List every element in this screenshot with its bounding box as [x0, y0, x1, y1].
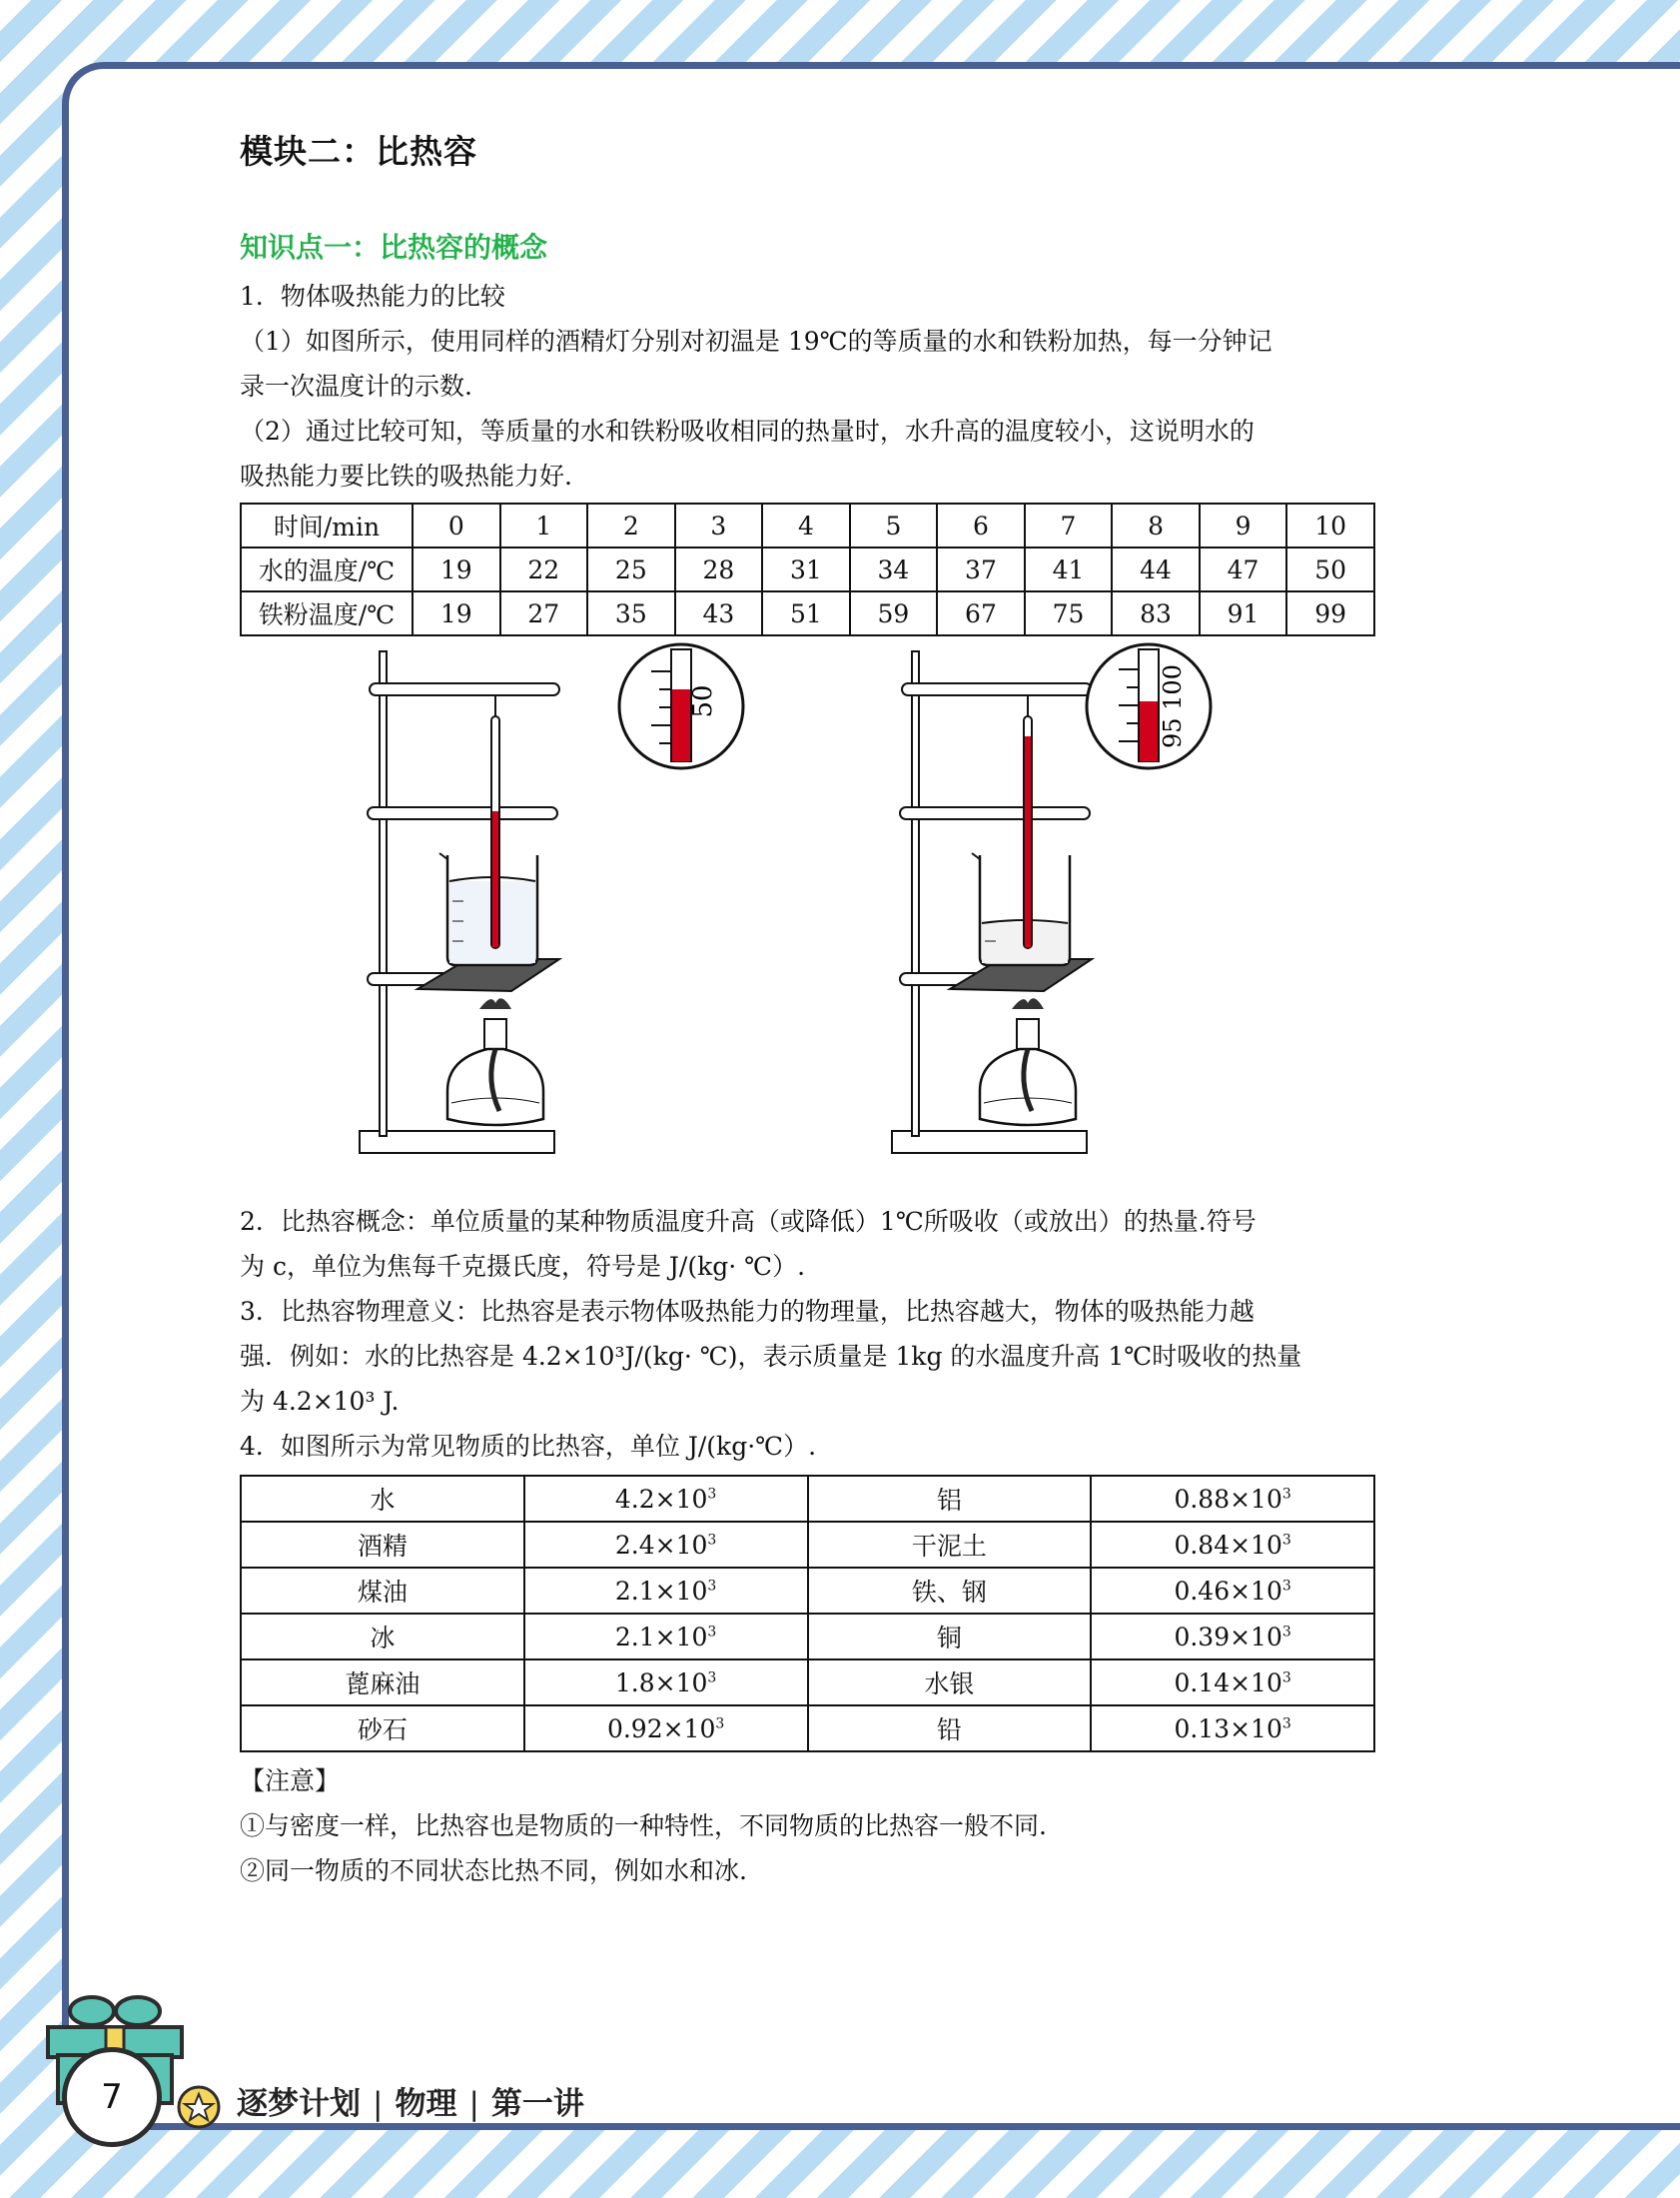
table-cell: 59 [850, 591, 938, 635]
table-cell: 干泥土 [808, 1522, 1092, 1568]
table-row [241, 1614, 1374, 1659]
heat-exponent: 3 [1281, 1669, 1291, 1686]
p2-line2: 为 c，单位为焦每千克摄氏度，符号是 J/(kg· ℃）. [240, 1252, 806, 1281]
table-cell: 47 [1200, 548, 1287, 591]
table-cell: 35 [587, 591, 675, 635]
table-cell: 67 [937, 591, 1025, 635]
table-cell [524, 1614, 808, 1659]
table-cell: 31 [762, 548, 850, 591]
heat-exponent: 3 [707, 1669, 717, 1686]
notes [240, 1758, 1378, 1893]
table-row [241, 504, 1374, 548]
table-cell: 51 [762, 591, 850, 635]
table-cell: 6 [937, 504, 1025, 548]
table-row [241, 1568, 1374, 1614]
heat-value: 0.84×10 [1174, 1530, 1282, 1560]
table-cell: 砂石 [241, 1705, 524, 1751]
p3-line1: 3．比热容物理意义：比热容是表示物体吸热能力的物理量，比热容越大，物体的吸热能力越 [240, 1297, 1255, 1326]
note-2: ②同一物质的不同状态比热不同，例如水和冰. [240, 1856, 747, 1885]
p1-line4: 吸热能力要比铁的吸热能力好. [240, 462, 572, 491]
table-row [241, 1522, 1374, 1568]
table-cell: 27 [500, 591, 588, 635]
footer [237, 2078, 584, 2123]
table-cell [1091, 1476, 1374, 1522]
p1-line1: （1）如图所示，使用同样的酒精灯分别对初温是 19℃的等质量的水和铁粉加热，每一分钟记 [240, 327, 1272, 356]
table-cell: 19 [413, 591, 500, 635]
table-cell: 铝 [808, 1476, 1092, 1522]
section-heading: 知识点一：比热容的概念 [240, 231, 548, 264]
heat-exponent: 3 [1281, 1578, 1291, 1595]
table-cell: 19 [413, 548, 500, 591]
heat-value: 4.2×10 [614, 1484, 708, 1514]
heat-exponent: 3 [1281, 1624, 1291, 1641]
p1-line3: （2）通过比较可知，等质量的水和铁粉吸收相同的热量时，水升高的温度较小，这说明水的 [240, 417, 1255, 446]
table-cell: 时间/min [241, 504, 413, 548]
table-cell [524, 1705, 808, 1751]
heat-value: 2.4×10 [614, 1530, 708, 1560]
table-cell: 3 [675, 504, 763, 548]
heat-exponent: 3 [707, 1624, 717, 1641]
paragraph-2-3-4 [240, 1199, 1378, 1469]
table-cell: 44 [1112, 548, 1200, 591]
iron-powder-apparatus [892, 651, 1092, 1153]
module-title: 模块二：比热容 [240, 132, 477, 171]
left-thermometer-gauge [619, 644, 743, 768]
footer-lecture: 第一讲 [490, 2086, 584, 2122]
heat-value: 1.8×10 [614, 1667, 708, 1697]
paragraph-1 [240, 274, 1378, 499]
note-title: 【注意】 [240, 1766, 341, 1795]
heat-value: 0.92×10 [606, 1713, 716, 1743]
footer-separator: | [468, 2086, 479, 2122]
table-cell: 25 [587, 548, 675, 591]
table-cell: 0 [413, 504, 500, 548]
table-cell: 75 [1025, 591, 1113, 635]
table-cell [524, 1568, 808, 1614]
table-cell: 5 [850, 504, 938, 548]
p1-line2: 录一次温度计的示数. [240, 372, 472, 401]
table-cell: 83 [1112, 591, 1200, 635]
table-cell: 铅 [808, 1705, 1092, 1751]
p3-line2: 强．例如：水的比热容是 4.2×10³J/(kg· ℃)，表示质量是 1kg 的水温度升高 1℃时吸收的热量 [240, 1342, 1302, 1371]
table-cell: 铜 [808, 1614, 1092, 1659]
right-gauge-label: 95 100 [1159, 664, 1187, 748]
p2-line1: 2．比热容概念：单位质量的某种物质温度升高（或降低）1℃所吸收（或放出）的热量.符号 [240, 1207, 1257, 1236]
table-cell [524, 1659, 808, 1705]
table-cell: 铁、钢 [808, 1568, 1092, 1614]
right-thermometer-gauge [1087, 644, 1211, 768]
table-cell: 冰 [241, 1614, 524, 1659]
table-cell: 9 [1200, 504, 1287, 548]
table-cell: 铁粉温度/℃ [241, 591, 413, 635]
table-cell [1091, 1614, 1374, 1659]
table-cell: 43 [675, 591, 763, 635]
table-cell [524, 1522, 808, 1568]
table-cell: 蓖麻油 [241, 1659, 524, 1705]
table-cell: 10 [1286, 504, 1374, 548]
table-row [241, 1705, 1374, 1751]
left-gauge-label: 50 [688, 684, 718, 718]
table-cell: 水 [241, 1476, 524, 1522]
table-row [241, 548, 1374, 591]
table-cell: 酒精 [241, 1522, 524, 1568]
table-cell: 4 [762, 504, 850, 548]
table-cell: 91 [1200, 591, 1287, 635]
table-cell [1091, 1659, 1374, 1705]
water-apparatus [360, 651, 559, 1153]
heat-exponent: 3 [707, 1578, 717, 1595]
table-row [241, 591, 1374, 635]
table-cell [1091, 1522, 1374, 1568]
experiment-figure [340, 641, 1187, 1161]
p3-line3: 为 4.2×10³ J. [240, 1387, 400, 1416]
heat-value: 2.1×10 [614, 1576, 708, 1606]
table-cell: 煤油 [241, 1568, 524, 1614]
table-cell: 7 [1025, 504, 1113, 548]
footer-separator: | [373, 2086, 384, 2122]
table-cell: 2 [587, 504, 675, 548]
p4-line1: 4．如图所示为常见物质的比热容，单位 J/(kg·℃）. [240, 1432, 817, 1461]
table-cell: 水银 [808, 1659, 1092, 1705]
heat-value: 0.13×10 [1174, 1713, 1282, 1743]
table-cell [1091, 1705, 1374, 1751]
heat-value: 0.46×10 [1174, 1576, 1282, 1606]
heat-exponent: 3 [1281, 1715, 1291, 1732]
heat-value: 0.39×10 [1174, 1622, 1282, 1651]
footer-subject: 物理 [395, 2086, 457, 2122]
heat-exponent: 3 [1281, 1486, 1291, 1503]
table-cell: 8 [1112, 504, 1200, 548]
heat-exponent: 3 [707, 1486, 717, 1503]
table-cell: 水的温度/℃ [241, 548, 413, 591]
table-row [241, 1476, 1374, 1522]
table-cell: 22 [500, 548, 588, 591]
table-cell: 1 [500, 504, 588, 548]
footer-brand: 逐梦计划 [237, 2086, 361, 2122]
p1-title: 1．物体吸热能力的比较 [240, 282, 505, 311]
table-cell: 37 [937, 548, 1025, 591]
table-row [241, 1659, 1374, 1705]
heat-exponent: 3 [715, 1715, 725, 1732]
table-cell [524, 1476, 808, 1522]
table-cell: 34 [850, 548, 938, 591]
heat-exponent: 3 [1281, 1532, 1291, 1549]
table-cell: 28 [675, 548, 763, 591]
table-cell: 50 [1286, 548, 1374, 591]
heat-value: 0.14×10 [1174, 1667, 1282, 1697]
page-number: 7 [62, 2047, 162, 2147]
temperature-table [240, 503, 1375, 636]
table-cell [1091, 1568, 1374, 1614]
note-1: ①与密度一样，比热容也是物质的一种特性，不同物质的比热容一般不同. [240, 1811, 1047, 1840]
table-cell: 99 [1286, 591, 1374, 635]
specific-heat-table [240, 1475, 1375, 1752]
heat-exponent: 3 [707, 1532, 717, 1549]
heat-value: 0.88×10 [1174, 1484, 1282, 1514]
heat-value: 2.1×10 [614, 1622, 708, 1651]
table-cell: 41 [1025, 548, 1113, 591]
